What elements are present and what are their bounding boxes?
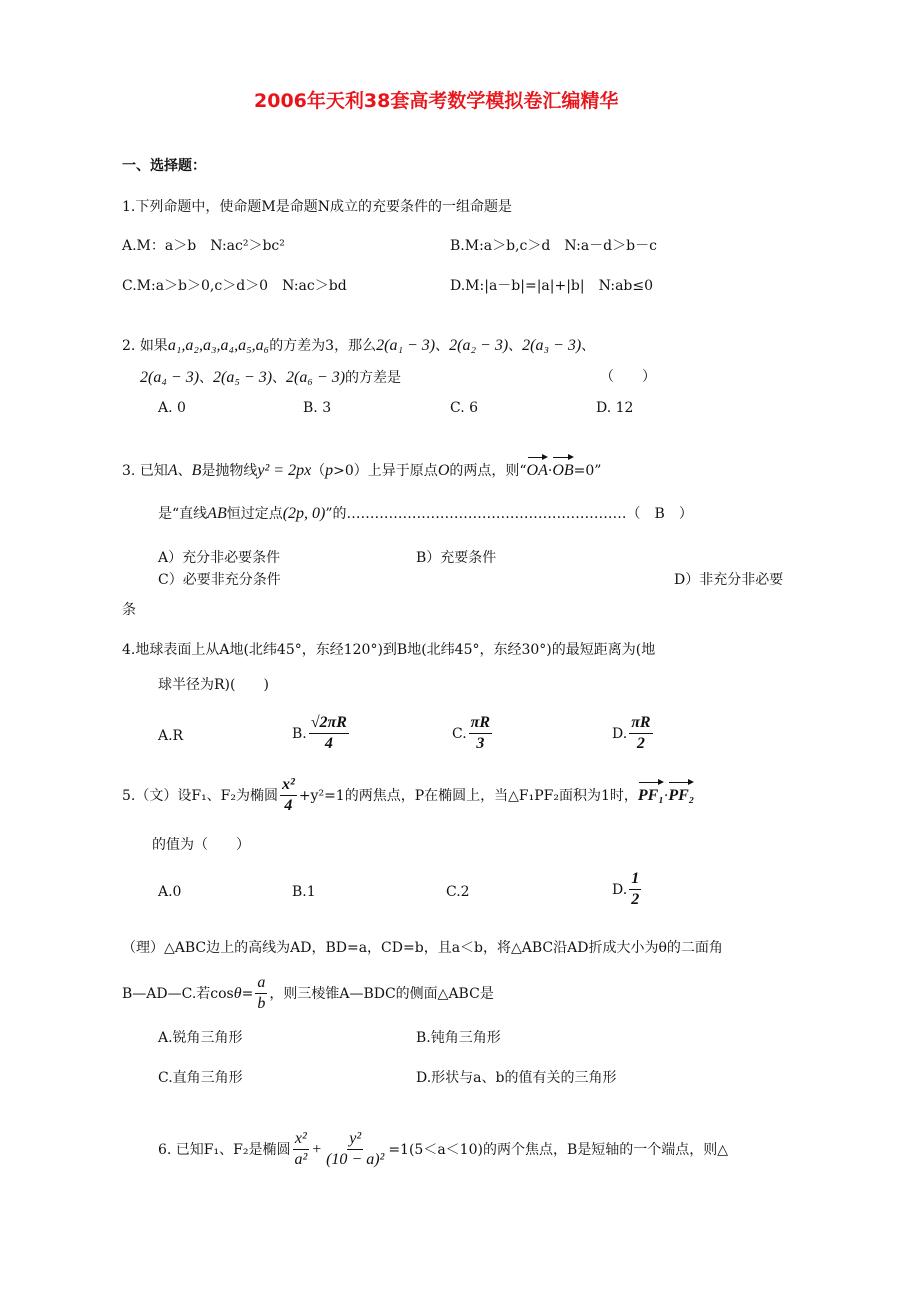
q2-separator: 、 — [435, 338, 450, 354]
q2-mid: 的方差为3，那么 — [269, 338, 377, 354]
q4-option-d-label: D. — [612, 725, 628, 742]
q3-text: 是抛物线 — [201, 463, 258, 479]
q2-stem-line2 — [140, 368, 401, 387]
q4-stem-line2: 球半径为R)( ) — [158, 677, 269, 693]
q6-fraction-2 — [324, 1130, 386, 1170]
q4-option-a: A.R — [158, 728, 184, 744]
fraction-numerator: πR — [469, 714, 492, 734]
q2-term-6: 2(a₆ − 3) — [286, 369, 346, 386]
fraction-numerator: 1 — [629, 870, 641, 890]
q5-science-theta: θ — [233, 984, 242, 1002]
fraction-denominator: a² — [294, 1151, 308, 1169]
fraction-denominator: b — [257, 995, 266, 1013]
fraction-denominator: 4 — [324, 735, 333, 753]
fraction-numerator: a — [255, 974, 267, 994]
q3-text: 、 — [177, 463, 192, 479]
q3-point-b: B — [191, 462, 202, 479]
q5-science-stem-line1: （理）△ABC边上的高线为AD，BD=a，CD=b，且a＜b，将△ABC沿AD折成大小为θ的二面角 — [122, 940, 723, 956]
q5-text: 5.（文）设F₁、F₂为椭圆 — [122, 787, 279, 804]
q6-text: 6. 已知F₁、F₂是椭圆 — [158, 1141, 291, 1158]
q1-option-c: C.M:a＞b＞0,c＞d＞0 N:ac＞bd — [122, 278, 347, 294]
q3-text: （ — [311, 463, 326, 479]
q3-text: 的两点，则“ — [449, 463, 527, 479]
q2-separator: 、 — [199, 370, 214, 386]
q5-option-c: C.2 — [446, 884, 470, 900]
fraction-denominator: 2 — [636, 735, 645, 753]
q5-stem-line2: 的值为（ ） — [152, 837, 250, 853]
q4-option-d-fraction — [629, 714, 652, 754]
q4-option-c-label: C. — [452, 725, 467, 742]
q6-text: =1(5＜a＜10)的两个焦点，B是短轴的一个端点，则△ — [388, 1141, 728, 1158]
q2-option-b: B. 3 — [303, 400, 332, 416]
q5-science-stem-line2 — [122, 974, 494, 1014]
q2-option-d: D. 12 — [596, 400, 634, 416]
q3-option-c: C）必要非充分条件 — [158, 572, 281, 588]
q5-option-b: B.1 — [292, 884, 316, 900]
q5-science-option-d: D.形状与a、b的值有关的三角形 — [416, 1070, 617, 1086]
q4-option-b-fraction — [309, 714, 349, 754]
q3-vector-ob: OB — [552, 455, 573, 480]
q1-stem: 1.下列命题中，使命题M是命题N成立的充要条件的一组命题是 — [122, 199, 512, 215]
q3-option-b: B）充要条件 — [416, 550, 497, 566]
q2-term-3: 2(a₃ − 3) — [522, 337, 582, 354]
q5-text: +y²=1的两焦点，P在椭圆上，当△F₁PF₂面积为1时， — [298, 787, 638, 804]
q3-text: ”的……………………………………………………（ B ） — [325, 506, 693, 522]
q5-science-option-a: A.锐角三角形 — [158, 1030, 243, 1046]
q2-tail: 的方差是 — [345, 370, 402, 386]
q3-number: 3. — [122, 463, 136, 479]
q5-science-text: ，则三棱锥A—BDC的侧面△ABC是 — [269, 985, 494, 1002]
q5-option-d-label: D. — [612, 881, 628, 898]
q4-option-c-fraction — [469, 714, 492, 754]
q4-option-b — [292, 714, 351, 754]
q4-stem-line1: 4.地球表面上从A地(北纬45°，东经120°)到B地(北纬45°，东经30°)的最短距离为(地 — [122, 642, 656, 658]
q4-option-d — [612, 714, 655, 754]
fraction-numerator: x² — [280, 776, 297, 796]
q2-option-a: A. 0 — [158, 400, 186, 416]
q3-text: =0” — [573, 463, 602, 479]
q1-option-a: A.M：a＞b N:ac²＞bc² — [122, 238, 285, 254]
q3-stem-line2 — [158, 504, 693, 523]
fraction-denominator: (10 − a)² — [326, 1151, 385, 1169]
q5-science-text: B—AD—C.若cos — [122, 985, 234, 1002]
q5-vector-pf2: PF₂ — [668, 780, 694, 805]
q5-option-a: A.0 — [158, 884, 182, 900]
q2-term-4: 2(a₄ − 3) — [140, 369, 200, 386]
page-title: 2006年天利38套高考数学模拟卷汇编精华 — [254, 90, 619, 112]
q4-option-c — [452, 714, 494, 754]
fraction-numerator: y² — [347, 1130, 363, 1150]
q3-text: 是“直线 — [158, 506, 208, 522]
q3-option-a: A）充分非必要条件 — [158, 550, 281, 566]
q5-science-option-c: C.直角三角形 — [158, 1070, 243, 1086]
fraction-denominator: 2 — [631, 891, 640, 909]
q5-science-fraction — [255, 974, 267, 1014]
q3-line-ab: AB — [207, 505, 227, 522]
q2-number: 2. — [122, 338, 136, 354]
section-heading: 一、选择题： — [122, 158, 206, 174]
q1-option-b: B.M:a＞b,c＞d N:a－d＞b－c — [450, 238, 657, 254]
q6-fraction-1 — [292, 1130, 309, 1170]
q3-text: 恒过定点 — [226, 506, 283, 522]
q1-option-d: D.M:|a－b|=|a|+|b| N:ab≤0 — [450, 278, 654, 294]
q3-stem-line1 — [122, 455, 601, 480]
q5-ellipse-fraction — [280, 776, 297, 816]
q6-stem-line1 — [158, 1130, 728, 1170]
q2-separator: 、 — [508, 338, 523, 354]
q5-option-d-fraction — [629, 870, 641, 910]
q3-dot: · — [547, 463, 553, 479]
q2-lead: 如果 — [139, 338, 168, 354]
fraction-numerator: √2πR — [309, 714, 349, 734]
q3-option-d: D）非充分非必要 — [674, 572, 784, 588]
q3-option-d-wrap: 条 — [122, 602, 136, 618]
q5-dot: · — [663, 787, 669, 804]
q5-science-option-b: B.钝角三角形 — [416, 1030, 501, 1046]
q5-vector-pf1: PF₁ — [638, 780, 664, 805]
q2-option-c: C. 6 — [450, 400, 479, 416]
q2-stem-line1 — [122, 336, 595, 355]
q4-option-b-label: B. — [292, 725, 307, 742]
q6-plus: + — [311, 1140, 323, 1158]
fraction-numerator: πR — [629, 714, 652, 734]
q3-param-p: p — [325, 462, 334, 479]
q2-term-2: 2(a₂ − 3) — [449, 337, 509, 354]
fraction-denominator: 3 — [476, 735, 485, 753]
q2-variables: a₁,a₂,a₃,a₄,a₅,a₆ — [167, 337, 270, 354]
q3-vector-oa: OA — [527, 455, 548, 480]
q3-parabola-equation: y² = 2px — [257, 462, 312, 479]
q5-science-equals: = — [241, 985, 254, 1002]
q5-stem-line1 — [122, 776, 694, 816]
q2-answer-paren: （ ） — [600, 369, 656, 385]
q3-text: 已知 — [139, 463, 168, 479]
q3-point-a: A — [167, 462, 178, 479]
q5-option-d — [612, 870, 643, 910]
q2-term-1: 2(a₁ − 3) — [376, 337, 436, 354]
fraction-numerator: x² — [293, 1130, 309, 1150]
q2-term-5: 2(a₅ − 3) — [213, 369, 273, 386]
q3-fixed-point: (2p, 0) — [282, 505, 326, 522]
q3-origin: O — [437, 462, 450, 479]
q3-text: >0）上异于原点 — [333, 463, 438, 479]
q2-separator: 、 — [272, 370, 287, 386]
fraction-denominator: 4 — [284, 797, 293, 815]
q2-separator: 、 — [581, 338, 596, 354]
